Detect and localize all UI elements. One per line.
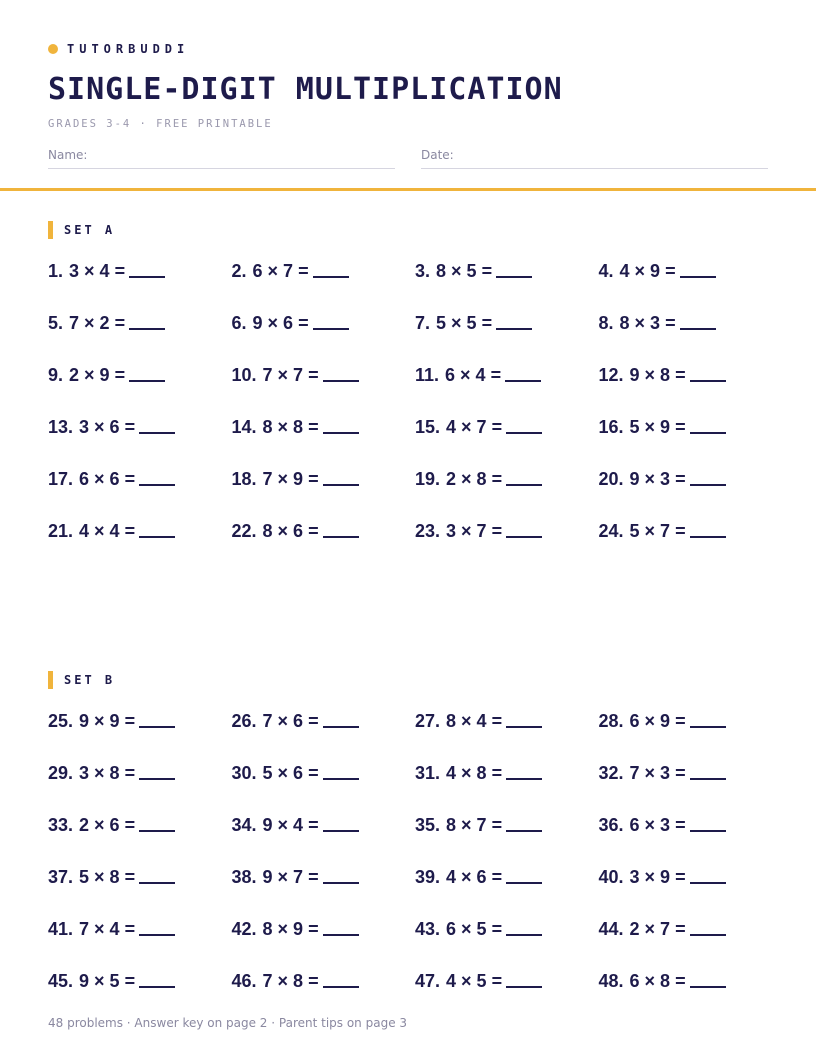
equals-sign: = xyxy=(308,971,319,991)
equals-sign: = xyxy=(675,521,686,541)
problem-number: 26. xyxy=(231,711,257,731)
answer-blank[interactable] xyxy=(129,328,165,330)
equals-sign: = xyxy=(124,521,136,541)
problem-expression: 7 × 7 xyxy=(262,365,304,385)
problem-number: 35. xyxy=(415,815,441,835)
name-field-label: Name: xyxy=(48,148,88,162)
answer-blank[interactable] xyxy=(690,882,726,884)
problem-number: 47. xyxy=(415,971,441,991)
problem-item xyxy=(415,864,599,888)
answer-blank[interactable] xyxy=(496,328,532,330)
name-field[interactable] xyxy=(48,148,395,169)
problem-item xyxy=(48,812,232,836)
answer-blank[interactable] xyxy=(313,328,349,330)
equals-sign: = xyxy=(298,261,309,281)
problem-number: 25. xyxy=(48,711,74,731)
problem-number: 32. xyxy=(598,763,624,783)
page-title: SINGLE-DIGIT MULTIPLICATION xyxy=(48,72,563,107)
problem-item xyxy=(415,310,599,334)
equals-sign: = xyxy=(675,971,686,991)
answer-blank[interactable] xyxy=(313,276,349,278)
problem-item xyxy=(232,812,416,836)
problem-expression: 4 × 4 xyxy=(79,521,120,541)
equals-sign: = xyxy=(491,867,503,887)
equals-sign: = xyxy=(675,815,686,835)
answer-blank[interactable] xyxy=(139,484,175,486)
answer-blank[interactable] xyxy=(139,934,175,936)
problem-number: 36. xyxy=(598,815,624,835)
page-subtitle: GRADES 3-4 · FREE PRINTABLE xyxy=(48,118,273,130)
answer-blank[interactable] xyxy=(690,380,726,382)
problem-number: 43. xyxy=(415,919,441,939)
answer-blank[interactable] xyxy=(680,276,716,278)
problem-item xyxy=(415,708,599,732)
equals-sign: = xyxy=(308,763,319,783)
answer-blank[interactable] xyxy=(139,536,175,538)
problem-expression: 9 × 8 xyxy=(629,365,671,385)
problem-number: 24. xyxy=(598,521,624,541)
problem-item xyxy=(599,916,783,940)
problem-expression: 6 × 6 xyxy=(79,469,120,489)
problem-item xyxy=(232,708,416,732)
section-set-a xyxy=(48,221,788,541)
equals-sign: = xyxy=(675,417,686,437)
problem-item xyxy=(48,466,232,490)
problem-number: 27. xyxy=(415,711,441,731)
problem-item xyxy=(599,414,783,438)
problem-number: 41. xyxy=(48,919,74,939)
problem-item xyxy=(415,518,599,542)
problem-expression: 7 × 3 xyxy=(629,763,671,783)
problem-expression: 7 × 9 xyxy=(262,469,304,489)
problem-expression: 7 × 4 xyxy=(79,919,120,939)
problem-number: 38. xyxy=(231,867,257,887)
equals-sign: = xyxy=(114,365,126,385)
problem-number: 10. xyxy=(231,365,257,385)
answer-blank[interactable] xyxy=(323,536,359,538)
problem-number: 17. xyxy=(48,469,74,489)
answer-blank[interactable] xyxy=(139,882,175,884)
section-header xyxy=(48,671,788,689)
problem-number: 20. xyxy=(598,469,624,489)
equals-sign: = xyxy=(675,365,686,385)
problem-number: 4. xyxy=(598,261,614,281)
problem-item xyxy=(232,864,416,888)
equals-sign: = xyxy=(675,919,686,939)
answer-blank[interactable] xyxy=(506,778,542,780)
problem-expression: 9 × 7 xyxy=(262,867,304,887)
equals-sign: = xyxy=(124,815,136,835)
answer-blank[interactable] xyxy=(690,484,726,486)
answer-blank[interactable] xyxy=(496,276,532,278)
answer-blank[interactable] xyxy=(690,536,726,538)
problem-number: 22. xyxy=(231,521,257,541)
problem-expression: 9 × 5 xyxy=(79,971,120,991)
problem-expression: 2 × 6 xyxy=(79,815,120,835)
section-accent-bar xyxy=(48,671,53,689)
answer-blank[interactable] xyxy=(139,986,175,988)
answer-blank[interactable] xyxy=(323,484,359,486)
problem-item xyxy=(232,362,416,386)
problem-expression: 8 × 3 xyxy=(619,313,661,333)
answer-blank[interactable] xyxy=(506,432,542,434)
problem-number: 19. xyxy=(415,469,441,489)
equals-sign: = xyxy=(665,261,676,281)
problem-item xyxy=(48,518,232,542)
problem-number: 46. xyxy=(231,971,257,991)
problem-number: 1. xyxy=(48,261,64,281)
answer-blank[interactable] xyxy=(506,536,542,538)
problem-expression: 4 × 7 xyxy=(446,417,487,437)
problem-expression: 5 × 5 xyxy=(436,313,477,333)
equals-sign: = xyxy=(124,971,136,991)
problem-item xyxy=(48,968,232,992)
problem-expression: 8 × 7 xyxy=(446,815,487,835)
answer-blank[interactable] xyxy=(323,830,359,832)
problem-number: 23. xyxy=(415,521,441,541)
problem-expression: 6 × 5 xyxy=(446,919,487,939)
answer-blank[interactable] xyxy=(139,830,175,832)
equals-sign: = xyxy=(491,919,503,939)
equals-sign: = xyxy=(490,365,502,385)
equals-sign: = xyxy=(491,521,503,541)
answer-blank[interactable] xyxy=(323,986,359,988)
problem-item xyxy=(599,310,783,334)
answer-blank[interactable] xyxy=(323,934,359,936)
problem-number: 7. xyxy=(415,313,431,333)
problem-number: 16. xyxy=(598,417,624,437)
answer-blank[interactable] xyxy=(690,830,726,832)
problem-item xyxy=(415,916,599,940)
problem-item xyxy=(232,414,416,438)
problem-number: 30. xyxy=(231,763,257,783)
answer-blank[interactable] xyxy=(690,986,726,988)
problem-item xyxy=(599,466,783,490)
answer-blank[interactable] xyxy=(506,484,542,486)
problem-number: 15. xyxy=(415,417,441,437)
problem-number: 12. xyxy=(598,365,624,385)
problem-item xyxy=(48,708,232,732)
problem-expression: 8 × 8 xyxy=(262,417,304,437)
equals-sign: = xyxy=(124,919,136,939)
equals-sign: = xyxy=(124,469,136,489)
equals-sign: = xyxy=(308,867,319,887)
problem-expression: 6 × 8 xyxy=(629,971,671,991)
answer-blank[interactable] xyxy=(139,726,175,728)
section-label: SET B xyxy=(64,673,116,687)
problem-number: 21. xyxy=(48,521,74,541)
equals-sign: = xyxy=(114,261,126,281)
problem-expression: 6 × 4 xyxy=(445,365,486,385)
problem-expression: 8 × 9 xyxy=(262,919,304,939)
problem-item xyxy=(232,310,416,334)
problem-number: 3. xyxy=(415,261,431,281)
problem-item xyxy=(48,414,232,438)
problem-expression: 4 × 8 xyxy=(446,763,487,783)
problem-item xyxy=(415,760,599,784)
equals-sign: = xyxy=(675,711,686,731)
equals-sign: = xyxy=(308,469,319,489)
brand xyxy=(48,42,189,56)
problem-expression: 4 × 6 xyxy=(446,867,487,887)
problem-expression: 7 × 8 xyxy=(262,971,304,991)
answer-blank[interactable] xyxy=(323,380,359,382)
problem-number: 5. xyxy=(48,313,64,333)
problem-item xyxy=(48,864,232,888)
equals-sign: = xyxy=(298,313,309,333)
equals-sign: = xyxy=(481,313,493,333)
problem-number: 31. xyxy=(415,763,441,783)
problem-expression: 5 × 6 xyxy=(262,763,304,783)
problem-expression: 8 × 6 xyxy=(262,521,304,541)
problem-item xyxy=(415,362,599,386)
equals-sign: = xyxy=(114,313,126,333)
equals-sign: = xyxy=(491,971,503,991)
problem-grid xyxy=(48,708,782,1020)
answer-blank[interactable] xyxy=(323,778,359,780)
problem-item xyxy=(232,916,416,940)
equals-sign: = xyxy=(308,417,319,437)
problem-number: 37. xyxy=(48,867,74,887)
problem-expression: 9 × 4 xyxy=(262,815,304,835)
problem-item xyxy=(48,760,232,784)
problem-number: 28. xyxy=(598,711,624,731)
problem-expression: 3 × 7 xyxy=(446,521,487,541)
problem-item xyxy=(232,968,416,992)
problem-expression: 4 × 9 xyxy=(619,261,661,281)
problem-number: 39. xyxy=(415,867,441,887)
section-header xyxy=(48,221,788,239)
problem-item xyxy=(232,466,416,490)
problem-expression: 2 × 9 xyxy=(69,365,110,385)
problem-item xyxy=(415,466,599,490)
problem-number: 34. xyxy=(231,815,257,835)
answer-blank[interactable] xyxy=(680,328,716,330)
answer-blank[interactable] xyxy=(506,830,542,832)
equals-sign: = xyxy=(124,867,136,887)
equals-sign: = xyxy=(675,763,686,783)
answer-blank[interactable] xyxy=(139,432,175,434)
answer-blank[interactable] xyxy=(323,432,359,434)
problem-expression: 9 × 6 xyxy=(252,313,294,333)
problem-item xyxy=(599,812,783,836)
problem-expression: 3 × 9 xyxy=(629,867,671,887)
page-footer: 48 problems · Answer key on page 2 · Parent tips on page 3 xyxy=(48,1016,408,1030)
equals-sign: = xyxy=(491,417,503,437)
equals-sign: = xyxy=(491,711,503,731)
header-divider xyxy=(0,188,816,191)
equals-sign: = xyxy=(675,867,686,887)
problem-number: 40. xyxy=(598,867,624,887)
answer-blank[interactable] xyxy=(690,778,726,780)
problem-number: 42. xyxy=(231,919,257,939)
answer-blank[interactable] xyxy=(505,380,541,382)
brand-name: TUTORBUDDI xyxy=(67,42,190,56)
equals-sign: = xyxy=(481,261,493,281)
problem-expression: 8 × 4 xyxy=(446,711,487,731)
problem-expression: 9 × 3 xyxy=(629,469,671,489)
problem-expression: 3 × 8 xyxy=(79,763,120,783)
date-field-label: Date: xyxy=(421,148,454,162)
equals-sign: = xyxy=(491,469,503,489)
problem-item xyxy=(232,518,416,542)
answer-blank[interactable] xyxy=(690,726,726,728)
problem-number: 8. xyxy=(598,313,614,333)
problem-expression: 7 × 2 xyxy=(69,313,110,333)
problem-item xyxy=(599,518,783,542)
problem-item xyxy=(599,362,783,386)
answer-blank[interactable] xyxy=(139,778,175,780)
problem-item xyxy=(415,258,599,282)
problem-expression: 9 × 9 xyxy=(79,711,120,731)
answer-blank[interactable] xyxy=(506,726,542,728)
problem-item xyxy=(232,258,416,282)
problem-number: 11. xyxy=(415,365,440,385)
problem-grid xyxy=(48,258,782,570)
problem-item xyxy=(599,968,783,992)
problem-number: 18. xyxy=(231,469,257,489)
equals-sign: = xyxy=(491,815,503,835)
problem-item xyxy=(415,812,599,836)
answer-blank[interactable] xyxy=(129,276,165,278)
problem-number: 29. xyxy=(48,763,74,783)
answer-blank[interactable] xyxy=(506,882,542,884)
equals-sign: = xyxy=(308,365,319,385)
problem-expression: 6 × 9 xyxy=(629,711,671,731)
problem-item xyxy=(415,414,599,438)
equals-sign: = xyxy=(308,815,319,835)
problem-item xyxy=(599,864,783,888)
problem-item xyxy=(599,708,783,732)
problem-item xyxy=(48,310,232,334)
problem-item xyxy=(415,968,599,992)
answer-blank[interactable] xyxy=(323,882,359,884)
problem-number: 48. xyxy=(598,971,624,991)
problem-number: 33. xyxy=(48,815,74,835)
answer-blank[interactable] xyxy=(129,380,165,382)
problem-item xyxy=(48,916,232,940)
problem-number: 44. xyxy=(598,919,624,939)
equals-sign: = xyxy=(124,763,136,783)
answer-blank[interactable] xyxy=(506,934,542,936)
answer-blank[interactable] xyxy=(690,934,726,936)
problem-expression: 6 × 3 xyxy=(629,815,671,835)
problem-number: 13. xyxy=(48,417,74,437)
problem-expression: 2 × 7 xyxy=(629,919,671,939)
problem-item xyxy=(599,760,783,784)
problem-item xyxy=(599,258,783,282)
answer-blank[interactable] xyxy=(690,432,726,434)
equals-sign: = xyxy=(675,469,686,489)
equals-sign: = xyxy=(308,521,319,541)
problem-item xyxy=(48,362,232,386)
problem-item xyxy=(232,760,416,784)
section-label: SET A xyxy=(64,223,116,237)
equals-sign: = xyxy=(124,711,136,731)
section-accent-bar xyxy=(48,221,53,239)
equals-sign: = xyxy=(308,711,319,731)
problem-number: 6. xyxy=(231,313,247,333)
problem-number: 45. xyxy=(48,971,74,991)
date-field[interactable] xyxy=(421,148,768,169)
section-set-b xyxy=(48,671,788,991)
problem-expression: 3 × 4 xyxy=(69,261,110,281)
problem-item xyxy=(48,258,232,282)
answer-blank[interactable] xyxy=(506,986,542,988)
problem-expression: 5 × 8 xyxy=(79,867,120,887)
problem-expression: 5 × 9 xyxy=(629,417,671,437)
problem-expression: 5 × 7 xyxy=(629,521,671,541)
problem-expression: 6 × 7 xyxy=(252,261,294,281)
problem-number: 9. xyxy=(48,365,64,385)
problem-expression: 3 × 6 xyxy=(79,417,120,437)
answer-blank[interactable] xyxy=(323,726,359,728)
problem-expression: 2 × 8 xyxy=(446,469,487,489)
problem-expression: 7 × 6 xyxy=(262,711,304,731)
equals-sign: = xyxy=(124,417,136,437)
problem-number: 14. xyxy=(231,417,257,437)
equals-sign: = xyxy=(491,763,503,783)
brand-dot-icon xyxy=(48,44,58,54)
problem-number: 2. xyxy=(231,261,247,281)
equals-sign: = xyxy=(308,919,319,939)
equals-sign: = xyxy=(665,313,676,333)
problem-expression: 4 × 5 xyxy=(446,971,487,991)
problem-expression: 8 × 5 xyxy=(436,261,477,281)
